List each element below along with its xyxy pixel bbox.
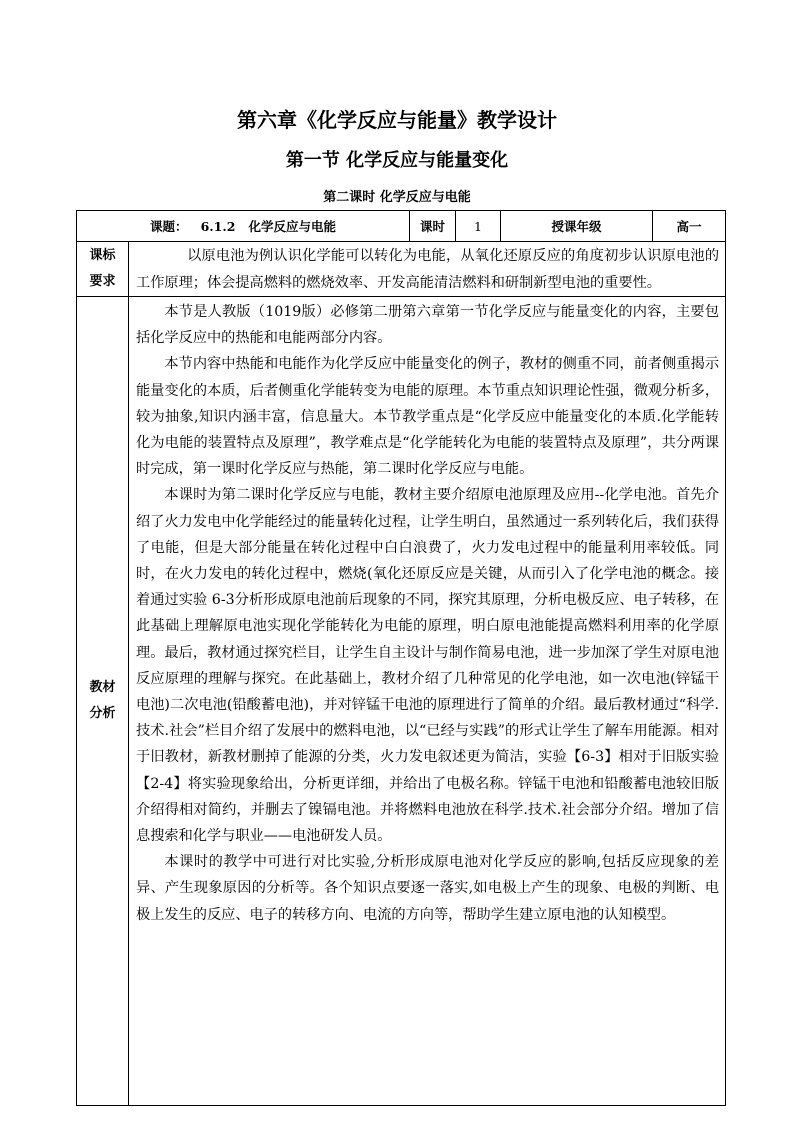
analysis-row: [77, 297, 726, 1106]
topic-name: 化学反应与电能: [248, 219, 336, 234]
lesson-design-table: [76, 210, 726, 1106]
header-row: [77, 211, 726, 242]
analysis-paragraph: 本节是人教版（1019版）必修第二册第六章第一节化学反应与能量变化的内容，主要包括化学反应中的热能和电能两部分内容。: [136, 304, 720, 347]
topic-code: 6.1.2: [200, 219, 236, 234]
lesson-title: 第二课时 化学反应与电能: [323, 190, 471, 205]
hours-value: 1: [456, 211, 501, 242]
standards-row: [77, 242, 726, 297]
analysis-paragraph: 本节内容中热能和电能作为化学反应中能量变化的例子，教材的侧重不同，前者侧重揭示能量变化的本质，后者侧重化学能转变为电能的原理。本节重点知识理论性强，微观分析多，较为抽象,知识内涵丰富，信息量大。本节教学重点是“化学反应中能量变化的本质.化学能转化为电能的装置特点及原理”，教学难点是“化学能转化为电能的装置特点及原理”，共分两课时完成，第一课时化学反应与热能，第二课时化学反应与电能。: [136, 356, 720, 478]
grade-label: 授课年级: [501, 211, 653, 242]
hours-label: 课时: [410, 211, 456, 242]
standards-text-cell: [129, 242, 726, 297]
analysis-text-cell: [129, 297, 726, 1106]
analysis-paragraph: 本课时的教学中可进行对比实验,分析形成原电池对化学反应的影响,包括反应现象的差异、产生现象原因的分析等。各个知识点要逐一落实,如电极上产生的现象、电极的判断、电极上发生的反应、电子的转移方向、电流的方向等，帮助学生建立原电池的认知模型。: [136, 854, 720, 923]
topic-cell: [77, 211, 410, 242]
standards-label-line1: 课标: [89, 248, 116, 263]
chapter-title: 第六章《化学反应与能量》教学设计: [237, 108, 557, 132]
analysis-label-line2: 分析: [89, 706, 116, 721]
section-title: 第一节 化学反应与能量变化: [285, 150, 509, 171]
topic-label: 课题：: [150, 219, 188, 234]
standards-text: 以原电池为例认识化学能可以转化为电能，从氧化还原反应的角度初步认识原电池的工作原理；体会提高燃料的燃烧效率、开发高能清洁燃料和研制新型电池的重要性。: [136, 248, 720, 291]
analysis-label: [77, 297, 129, 1106]
standards-label-line2: 要求: [89, 274, 116, 289]
analysis-paragraph: 本课时为第二课时化学反应与电能，教材主要介绍原电池原理及应用--化学电池。首先介绍了火力发电中化学能经过的能量转化过程，让学生明白，虽然通过一系列转化后，我们获得了电能，但是大部分能量在转化过程中白白浪费了，火力发电过程中的能量利用率较低。同时，在火力发电的转化过程中，燃烧(氧化还原反应是关键，从而引入了化学电池的概念。接着通过实验 6-3分析形成原电池前后现象的不同，探究其原理，分析电极反应、电子转移，在此基础上理解原电池实现化学能转化为电能的原理，明白原电池能提高燃料利用率的化学原理。最后，教材通过探究栏目，让学生自主设计与制作简易电池，进一步加深了学生对原电池反应原理的理解与探究。在此基础上，教材介绍了几种常见的化学电池，如一次电池(锌锰干电池)二次电池(铅酸蓄电池)，并对锌锰干电池的原理进行了简单的介绍。最后教材通过“科学.技术.社会”栏目介绍了发展中的燃料电池，以“已经与实践”的形式让学生了解车用能源。相对于旧教材，新教材删掉了能源的分类，火力发电叙述更为简洁，实验【6-3】相对于旧版实验【2-4】将实验现象给出，分析更详细，并给出了电极名称。锌锰干电池和铅酸蓄电池较旧版介绍得相对简约，并删去了镍镉电池。并将燃料电池放在科学.技术.社会部分介绍。增加了信息搜索和化学与职业——电池研发人员。: [136, 487, 720, 845]
analysis-label-line1: 教材: [89, 680, 116, 695]
standards-label: [77, 242, 129, 297]
grade-value: 高一: [653, 211, 726, 242]
